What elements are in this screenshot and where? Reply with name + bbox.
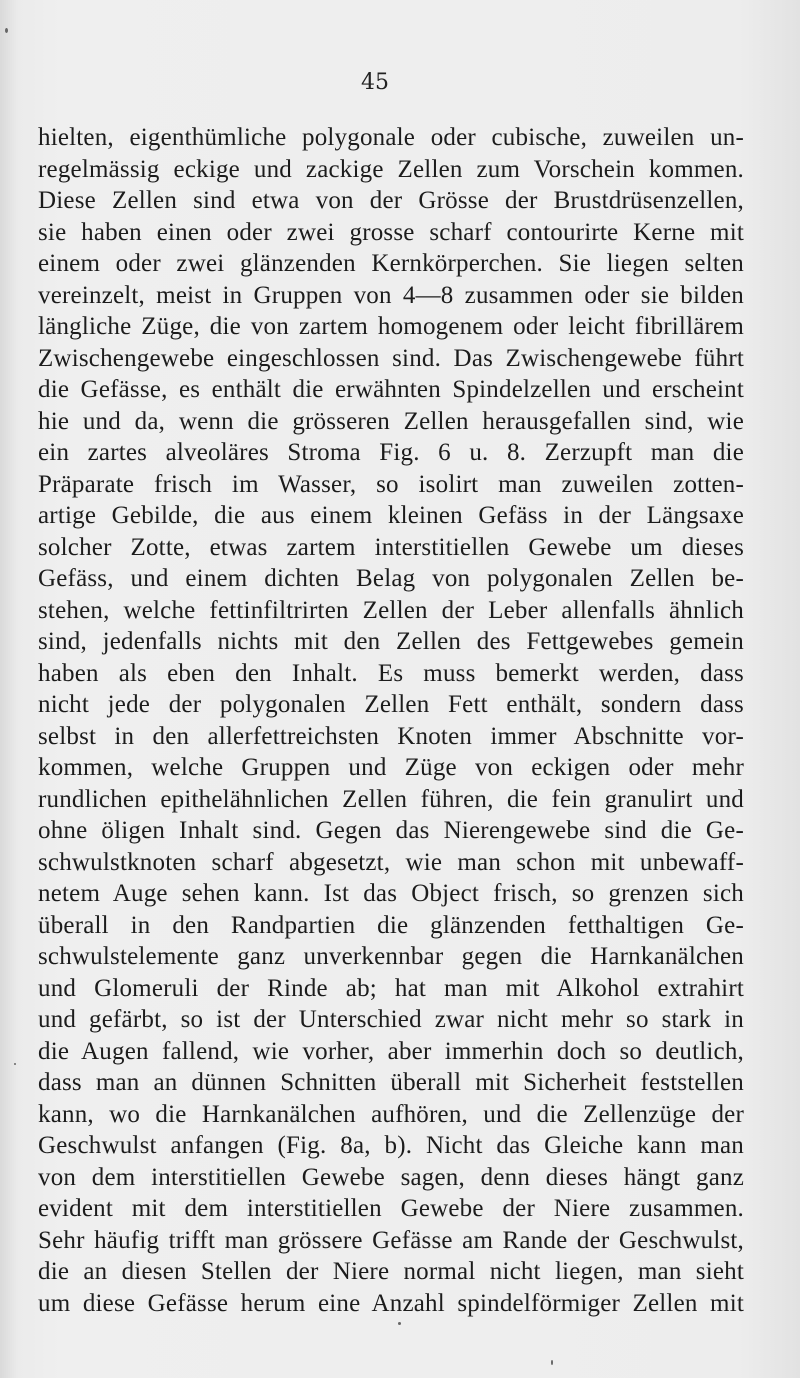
text-line: evident mit dem interstitiellen Gewebe der Niere zusammen. <box>38 1195 744 1222</box>
text-line: Präparate frisch im Wasser, so isolirt man zuweilen zotten- <box>38 470 744 498</box>
text-line: kommen, welche Gruppen und Züge von eckigen oder mehr <box>38 754 744 781</box>
text-line: und Glomeruli der Rinde ab; hat man mit Alkohol extrahirt <box>38 974 744 1002</box>
text-line: solcher Zotte, etwas zartem interstitiellen Gewebe um dieses <box>38 533 744 561</box>
text-line: von dem interstitiellen Gewebe sagen, denn dieses hängt ganz <box>38 1163 744 1191</box>
print-speck <box>551 1360 553 1365</box>
text-line: hielten, eigenthümliche polygonale oder cubische, zuweilen un- <box>38 124 744 151</box>
text-line: hie und da, wenn die grösseren Zellen herausgefallen sind, wie <box>38 407 744 435</box>
text-line: die an diesen Stellen der Niere normal nicht liegen, man sieht <box>38 1258 744 1285</box>
text-line: schwulstelemente ganz unverkennbar gegen die Harnkanälchen <box>38 943 744 970</box>
text-line: die Augen fallend, wie vorher, aber immerhin doch so deutlich, <box>38 1037 744 1065</box>
page-number: 45 <box>361 70 389 95</box>
text-line: stehen, welche fettinfiltrirten Zellen der Leber allenfalls ähnlich <box>38 596 744 624</box>
text-line: schwulstknoten scharf abgesetzt, wie man schon mit unbewaff- <box>38 848 744 876</box>
text-line: vereinzelt, meist in Gruppen von 4—8 zusammen oder sie bilden <box>38 281 744 309</box>
text-line: selbst in den allerfettreichsten Knoten immer Abschnitte vor- <box>38 722 744 750</box>
print-speck <box>5 28 8 33</box>
text-line: einem oder zwei glänzenden Kernkörperchen. Sie liegen selten <box>38 250 744 277</box>
text-line: sind, jedenfalls nichts mit den Zellen des Fettgewebes gemein <box>38 628 744 655</box>
text-line: Diese Zellen sind etwa von der Grösse der Brustdrüsenzellen, <box>38 187 744 214</box>
text-line: Zwischengewebe eingeschlossen sind. Das Zwischengewebe führt <box>38 344 744 372</box>
body-text <box>38 122 744 1319</box>
text-line: haben als eben den Inhalt. Es muss bemerkt werden, dass <box>38 659 744 687</box>
text-line: ein zartes alveoläres Stroma Fig. 6 u. 8. Zerzupft man die <box>38 439 744 466</box>
print-speck <box>398 1322 401 1325</box>
text-line: Gefäss, und einem dichten Belag von polygonalen Zellen be- <box>38 565 744 592</box>
text-line: rundlichen epithelähnlichen Zellen führen, die fein granulirt und <box>38 785 744 813</box>
text-line: nicht jede der polygonalen Zellen Fett enthält, sondern dass <box>38 691 744 718</box>
text-line: Geschwulst anfangen (Fig. 8a, b). Nicht das Gleiche kann man <box>38 1132 744 1159</box>
text-line: artige Gebilde, die aus einem kleinen Gefäss in der Längsaxe <box>38 502 744 529</box>
text-line: regelmässig eckige und zackige Zellen zum Vorschein kommen. <box>38 155 744 183</box>
text-line: um diese Gefässe herum eine Anzahl spindelförmiger Zellen mit <box>38 1289 744 1317</box>
text-line: netem Auge sehen kann. Ist das Object frisch, so grenzen sich <box>38 880 744 907</box>
text-line: die Gefässe, es enthält die erwähnten Spindelzellen und erscheint <box>38 376 744 403</box>
text-line: ohne öligen Inhalt sind. Gegen das Nierengewebe sind die Ge- <box>38 817 744 844</box>
print-speck <box>14 1063 16 1065</box>
text-line: und gefärbt, so ist der Unterschied zwar nicht mehr so stark in <box>38 1006 744 1033</box>
text-line: überall in den Randpartien die glänzenden fetthaltigen Ge- <box>38 911 744 939</box>
text-line: längliche Züge, die von zartem homogenem oder leicht fibrillärem <box>38 313 744 340</box>
text-line: dass man an dünnen Schnitten überall mit Sicherheit feststellen <box>38 1069 744 1096</box>
text-line: kann, wo die Harnkanälchen aufhören, und die Zellenzüge der <box>38 1100 744 1128</box>
text-line: sie haben einen oder zwei grosse scharf contourirte Kerne mit <box>38 218 744 246</box>
text-line: Sehr häufig trifft man grössere Gefässe am Rande der Geschwulst, <box>38 1226 744 1254</box>
